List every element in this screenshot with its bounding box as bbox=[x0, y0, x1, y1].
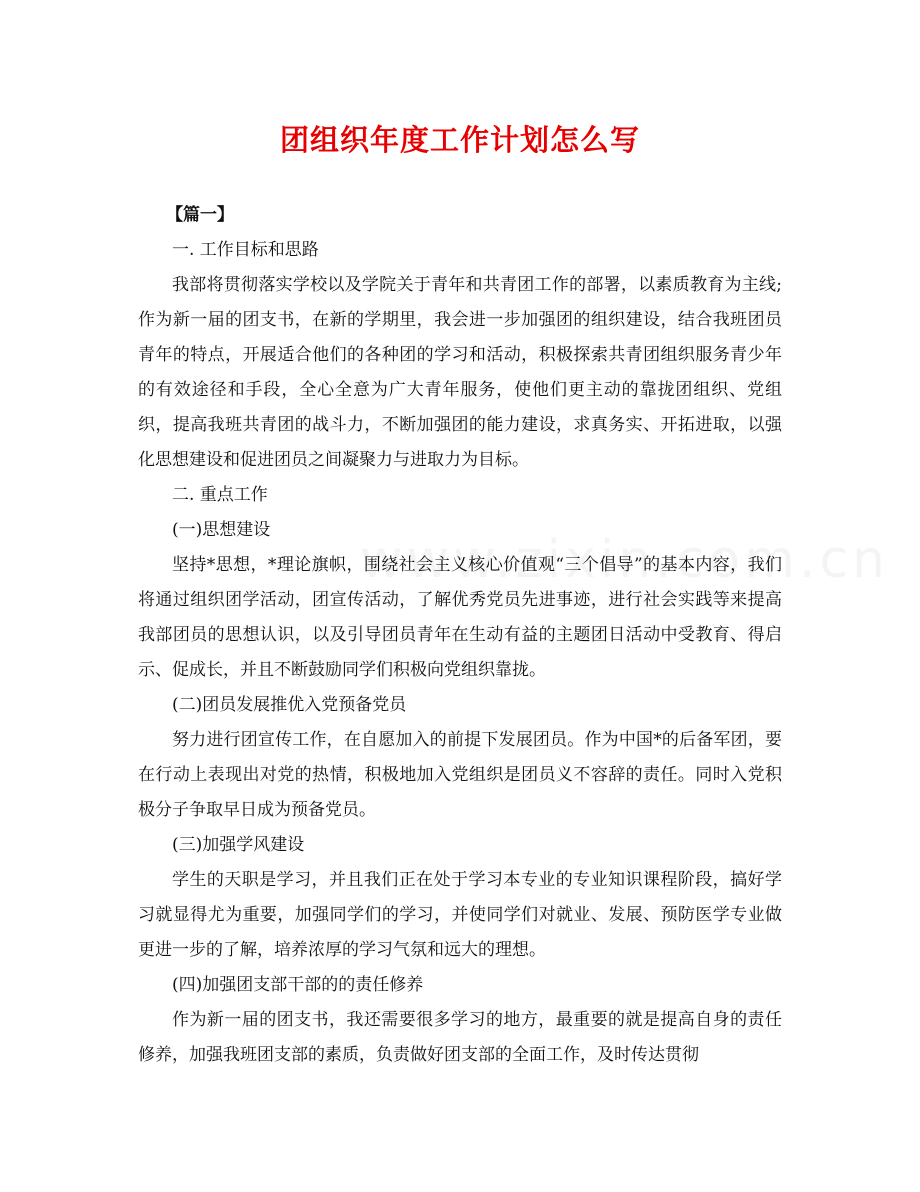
document-body bbox=[138, 198, 782, 1073]
paragraph: 坚持*思想，*理论旗帜，围绕社会主义核心价值观“三个倡导”的基本内容，我们将通过组织团学活动，团宣传活动，了解优秀党员先进事迹，进行社会实践等来提高我部团员的思想认识，以及引导团员青年在生动有益的主题团日活动中受教育、得启示、促成长，并且不断鼓励同学们积极向党组织靠拢。 bbox=[138, 555, 782, 680]
section-heading: 二. 重点工作 bbox=[172, 485, 268, 505]
paragraph: 努力进行团宣传工作，在自愿加入的前提下发展团员。作为中国*的后备军团，要在行动上表现出对党的热情，积极地加入党组织是团员义不容辞的责任。同时入党积极分子争取早日成为预备党员。 bbox=[138, 730, 782, 820]
document-title: 团组织年度工作计划怎么写 bbox=[279, 123, 640, 157]
subsection-heading: (四)加强团支部干部的的责任修养 bbox=[172, 975, 424, 995]
paragraph: 我部将贯彻落实学校以及学院关于青年和共青团工作的部署，以素质教育为主线;作为新一届的团支书，在新的学期里，我会进一步加强团的组织建设，结合我班团员青年的特点，开展适合他们的各种团的学习和活动，积极探索共青团组织服务青少年的有效途径和手段，全心全意为广大青年服务，使他们更主动的靠拢团组织、党组织，提高我班共青团的战斗力，不断加强团的能力建设，求真务实、开拓进取，以强化思想建设和促进团员之间凝聚力与进取力为目标。 bbox=[138, 275, 782, 470]
subsection-heading: (二)团员发展推优入党预备党员 bbox=[172, 695, 407, 715]
section-label: 【篇一】 bbox=[166, 205, 234, 225]
paragraph: 学生的天职是学习，并且我们正在处于学习本专业的专业知识课程阶段，搞好学习就显得尤为重要，加强同学们的学习，并使同学们对就业、发展、预防医学专业做更进一步的了解，培养浓厚的学习气氛和远大的理想。 bbox=[138, 870, 782, 960]
subsection-heading: (三)加强学风建设 bbox=[172, 835, 305, 855]
section-heading: 一. 工作目标和思路 bbox=[172, 240, 319, 260]
paragraph: 作为新一届的团支书，我还需要很多学习的地方，最重要的就是提高自身的责任修养，加强我班团支部的素质，负责做好团支部的全面工作，及时传达贯彻 bbox=[138, 1010, 782, 1065]
subsection-heading: (一)思想建设 bbox=[172, 520, 271, 540]
